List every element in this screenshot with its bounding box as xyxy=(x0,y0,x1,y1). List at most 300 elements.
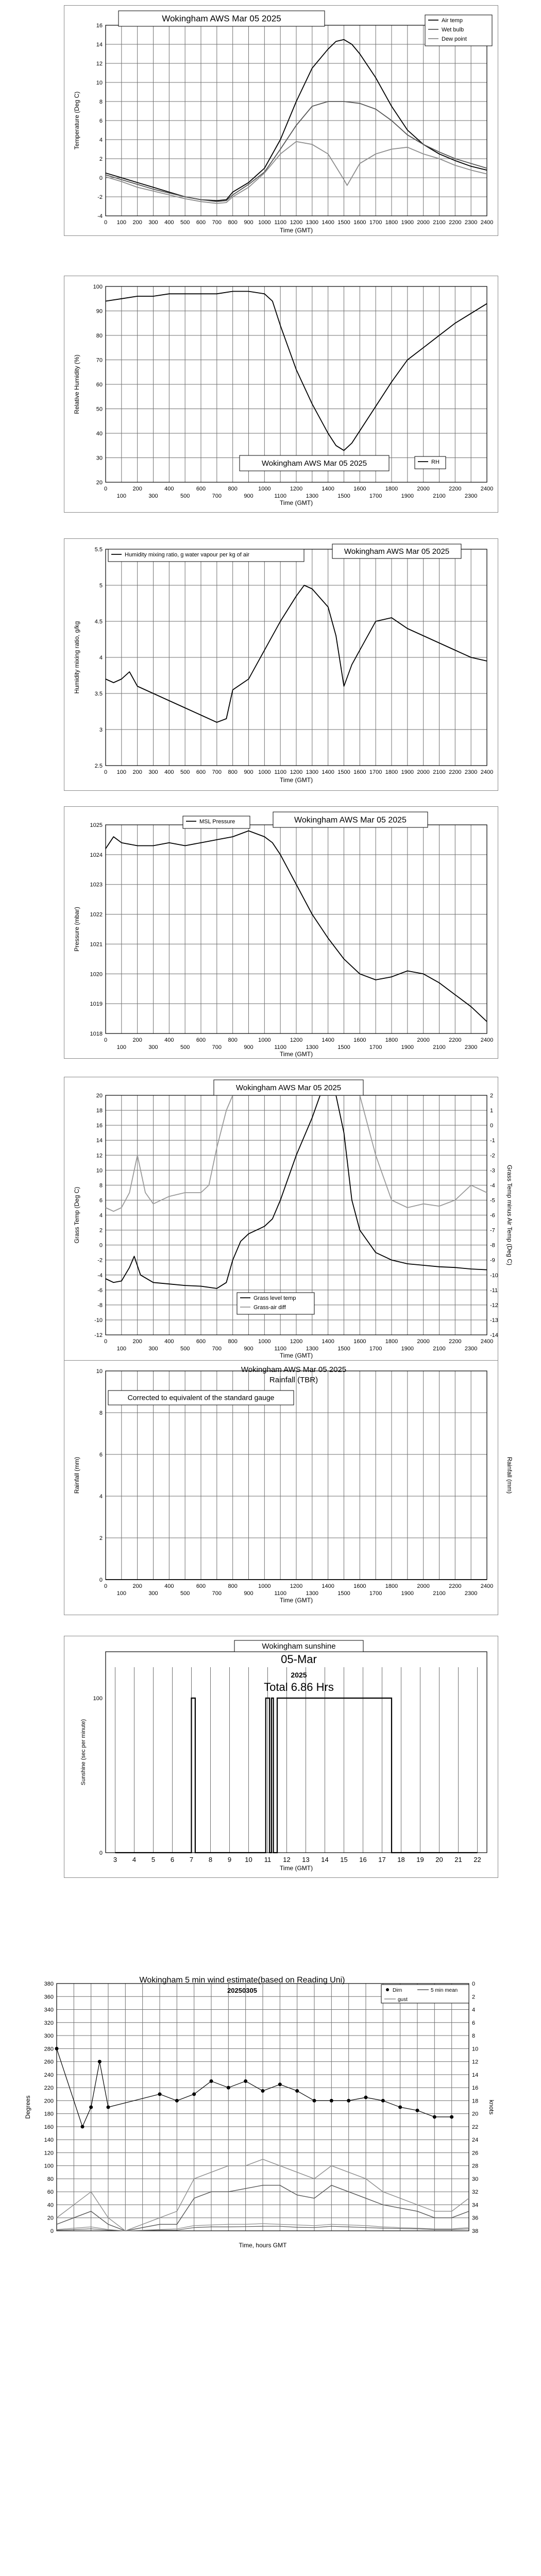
wind-direction-point xyxy=(175,2099,179,2103)
y-tick-label: 10 xyxy=(96,1368,103,1375)
chart-title: Wokingham AWS Mar 05 2025 xyxy=(241,1365,347,1374)
x-tick-label: 2400 xyxy=(480,769,494,775)
y-axis-label: Sunshine (sec per minute) xyxy=(80,1719,87,1786)
x-tick-label: 2400 xyxy=(480,1583,494,1589)
x-tick-label-offset: 1100 xyxy=(274,1346,286,1352)
x-tick-label: 400 xyxy=(164,1338,174,1345)
wind-direction-point xyxy=(244,2079,247,2083)
x-tick-label: 20 xyxy=(435,1856,443,1863)
x-tick-label: 4 xyxy=(132,1856,137,1863)
y-tick-label: 40 xyxy=(47,2202,54,2209)
x-tick-label: 1800 xyxy=(385,219,398,226)
x-tick-label: 1100 xyxy=(274,769,286,775)
y-tick-label: -6 xyxy=(97,1287,103,1294)
y-right-tick-label: 14 xyxy=(472,2072,479,2078)
y-tick-label: 5 xyxy=(99,583,103,589)
x-tick-label-offset: 1300 xyxy=(306,1044,319,1050)
x-tick-label-offset: 700 xyxy=(212,1044,222,1050)
x-axis-label: Time (GMT) xyxy=(279,776,313,784)
legend-label: Wet bulb xyxy=(442,27,464,33)
x-axis-label: Time (GMT) xyxy=(279,227,313,234)
wind-direction-point xyxy=(89,2106,93,2109)
x-tick-label: 2200 xyxy=(449,219,462,226)
x-tick-label-offset: 1300 xyxy=(306,493,319,499)
x-tick-label: 6 xyxy=(170,1856,175,1863)
x-tick-label: 1800 xyxy=(385,486,398,492)
x-tick-label-offset: 500 xyxy=(180,1044,190,1050)
x-tick-label: 1900 xyxy=(401,219,414,226)
x-tick-label: 1800 xyxy=(385,769,398,775)
x-tick-label: 1400 xyxy=(322,1338,334,1345)
y-right-tick-label: 28 xyxy=(472,2163,479,2170)
y-tick-label: -4 xyxy=(97,1272,103,1279)
x-tick-label: 600 xyxy=(196,486,206,492)
x-tick-label: 2000 xyxy=(417,1338,430,1345)
x-tick-label: 5 xyxy=(151,1856,156,1863)
gridlines xyxy=(106,25,487,216)
x-tick-label: 2400 xyxy=(480,1338,494,1345)
y-tick-label: 20 xyxy=(96,1093,103,1099)
y-tick-label: 280 xyxy=(44,2046,54,2053)
y-right-axis-label: Rainfall (mm) xyxy=(506,1456,513,1494)
y-right-tick-label: 0 xyxy=(490,1123,494,1129)
x-tick-label: 300 xyxy=(148,769,158,775)
y-tick-label: 60 xyxy=(47,2189,54,2196)
x-tick-label-offset: 900 xyxy=(244,1044,253,1050)
chart-title: Wokingham AWS Mar 05 2025 xyxy=(261,459,367,468)
chart-panel-wind xyxy=(21,1937,514,2277)
x-tick-label: 1600 xyxy=(353,1338,366,1345)
sunshine-chart xyxy=(64,1636,499,1878)
y-tick-label: -2 xyxy=(97,194,103,200)
y-axis-label: Degrees xyxy=(24,2095,31,2119)
wind-direction-point xyxy=(381,2099,385,2103)
wind-direction-point xyxy=(295,2089,299,2093)
x-tick-label: 12 xyxy=(283,1856,291,1863)
x-axis-label: Time (GMT) xyxy=(279,1865,313,1872)
x-tick-label: 1600 xyxy=(353,1037,366,1043)
x-tick-label-offset: 100 xyxy=(116,1044,127,1050)
y-tick-label: 320 xyxy=(44,2020,54,2026)
chart-date: 05-Mar xyxy=(281,1653,317,1666)
chart-panel-temperature xyxy=(64,5,498,236)
y-tick-label: 1018 xyxy=(90,1031,103,1037)
x-tick-label: 7 xyxy=(189,1856,194,1863)
x-tick-label-offset: 300 xyxy=(148,1044,158,1050)
mixing-ratio-chart xyxy=(64,539,499,791)
legend-label: Dew point xyxy=(442,36,467,42)
x-tick-label: 2200 xyxy=(449,1037,462,1043)
x-tick-label-offset: 1900 xyxy=(401,493,414,499)
x-tick-label-offset: 1100 xyxy=(274,1044,286,1050)
x-tick-label: 2300 xyxy=(464,769,478,775)
x-tick-label: 400 xyxy=(164,1583,174,1589)
wind-direction-point xyxy=(347,2099,350,2103)
x-tick-label: 1500 xyxy=(337,769,350,775)
legend-label: Air temp xyxy=(442,18,463,24)
y-tick-label: 5.5 xyxy=(94,547,103,553)
x-tick-label: 2200 xyxy=(449,769,462,775)
y-right-tick-label: -6 xyxy=(490,1212,495,1219)
x-tick-label: 1800 xyxy=(385,1338,398,1345)
y-right-tick-label: 22 xyxy=(472,2124,479,2130)
y-tick-label: 80 xyxy=(47,2176,54,2182)
x-tick-label: 1000 xyxy=(258,219,271,226)
x-tick-label: 2000 xyxy=(417,486,430,492)
x-tick-label-offset: 2300 xyxy=(464,1044,478,1050)
x-tick-label: 1400 xyxy=(322,486,334,492)
y-tick-label: 50 xyxy=(96,406,103,413)
y-tick-label: 10 xyxy=(96,80,103,86)
grass-temp-chart xyxy=(64,1077,513,1376)
x-tick-label: 1000 xyxy=(258,486,271,492)
y-tick-label: 12 xyxy=(96,1153,103,1159)
x-tick-label: 0 xyxy=(104,486,108,492)
x-tick-label: 2300 xyxy=(464,219,478,226)
y-tick-label: 160 xyxy=(44,2124,54,2130)
x-tick-label: 2400 xyxy=(480,1037,494,1043)
y-right-tick-label: 1 xyxy=(490,1108,494,1114)
x-tick-label: 1400 xyxy=(322,1037,334,1043)
x-tick-label-offset: 1100 xyxy=(274,1590,286,1597)
x-tick-label-offset: 1900 xyxy=(401,1590,414,1597)
x-tick-label: 13 xyxy=(302,1856,310,1863)
x-tick-label-offset: 100 xyxy=(116,1346,127,1352)
x-tick-label: 300 xyxy=(148,219,158,226)
y-axis-label: Pressure (mbar) xyxy=(73,907,80,952)
x-tick-label-offset: 2100 xyxy=(433,1044,446,1050)
pressure-chart xyxy=(64,807,499,1059)
x-tick-label: 1400 xyxy=(322,219,334,226)
x-tick-label: 1200 xyxy=(290,1583,303,1589)
x-tick-label: 0 xyxy=(104,1037,108,1043)
x-tick-label: 16 xyxy=(359,1856,367,1863)
legend-box xyxy=(415,456,446,469)
wind-direction-point xyxy=(261,2089,265,2093)
wind-direction-point xyxy=(107,2106,110,2109)
y-tick-label: 300 xyxy=(44,2033,54,2040)
y-tick-label: 4.5 xyxy=(94,619,103,625)
x-tick-label-offset: 100 xyxy=(116,493,127,499)
gridlines xyxy=(106,286,487,482)
x-tick-label: 2400 xyxy=(480,219,494,226)
y-tick-label: 120 xyxy=(44,2150,54,2157)
y-right-tick-label: 24 xyxy=(472,2137,479,2144)
y-tick-label: 1025 xyxy=(90,822,103,828)
x-tick-label: 2200 xyxy=(449,1583,462,1589)
y-right-tick-label: 36 xyxy=(472,2215,479,2222)
x-tick-label-offset: 1500 xyxy=(337,1346,350,1352)
y-tick-label: 240 xyxy=(44,2072,54,2078)
chart-annotation: Corrected to equivalent of the standard gauge xyxy=(127,1393,275,1402)
x-tick-label: 19 xyxy=(416,1856,424,1863)
x-tick-label: 9 xyxy=(227,1856,232,1863)
x-tick-label: 600 xyxy=(196,769,206,775)
x-tick-label: 200 xyxy=(132,219,142,226)
y-right-tick-label: -13 xyxy=(490,1317,498,1324)
x-tick-label-offset: 500 xyxy=(180,1346,190,1352)
x-tick-label: 700 xyxy=(212,219,222,226)
y-tick-label: 18 xyxy=(96,1108,103,1114)
x-tick-label: 1300 xyxy=(306,769,319,775)
x-tick-label-offset: 1900 xyxy=(401,1044,414,1050)
y-tick-label: 40 xyxy=(96,431,103,437)
y-tick-label: -2 xyxy=(97,1257,103,1264)
x-tick-label: 1700 xyxy=(369,219,382,226)
x-tick-label: 17 xyxy=(378,1856,386,1863)
x-tick-label-offset: 300 xyxy=(148,493,158,499)
x-tick-label-offset: 700 xyxy=(212,1590,222,1597)
x-tick-label: 2100 xyxy=(433,769,446,775)
legend-label: RH xyxy=(431,459,439,465)
x-tick-label: 400 xyxy=(164,219,174,226)
y-right-axis-label: Grass Temp minus Air Temp (Deg C) xyxy=(506,1165,513,1265)
x-tick-label: 900 xyxy=(244,769,253,775)
y-tick-label: 3 xyxy=(99,727,103,733)
y-right-tick-label: 2 xyxy=(472,1994,476,2001)
y-tick-label: 220 xyxy=(44,2085,54,2092)
x-tick-label: 1900 xyxy=(401,769,414,775)
x-tick-label: 21 xyxy=(454,1856,462,1863)
gridlines xyxy=(115,1667,478,1853)
x-tick-label-offset: 500 xyxy=(180,1590,190,1597)
y-tick-label: -10 xyxy=(94,1317,103,1324)
x-tick-label: 600 xyxy=(196,1583,206,1589)
x-tick-label: 2000 xyxy=(417,1583,430,1589)
y-tick-label: 100 xyxy=(44,2163,54,2170)
y-right-tick-label: 38 xyxy=(472,2228,479,2234)
x-tick-label-offset: 2300 xyxy=(464,1346,478,1352)
y-tick-label: 1022 xyxy=(90,911,103,918)
x-tick-label-offset: 700 xyxy=(212,493,222,499)
wind-direction-point xyxy=(192,2092,196,2096)
y-right-tick-label: 26 xyxy=(472,2150,479,2157)
wind-chart xyxy=(21,1937,514,2277)
x-tick-label-offset: 1100 xyxy=(274,493,286,499)
x-tick-label: 200 xyxy=(132,1037,142,1043)
x-tick-label-offset: 2100 xyxy=(433,1590,446,1597)
x-tick-label: 800 xyxy=(228,1583,238,1589)
rainfall-chart xyxy=(64,1361,513,1616)
y-right-tick-label: 32 xyxy=(472,2189,479,2196)
y-right-tick-label: 10 xyxy=(472,2046,479,2053)
x-tick-label: 600 xyxy=(196,1037,206,1043)
x-tick-label: 10 xyxy=(245,1856,252,1863)
y-tick-label: -8 xyxy=(97,1302,103,1309)
y-tick-label: 14 xyxy=(96,1138,103,1144)
y-tick-label: 90 xyxy=(96,308,103,315)
x-tick-label: 1100 xyxy=(274,219,286,226)
y-tick-label: 8 xyxy=(99,1182,103,1189)
x-tick-label: 14 xyxy=(321,1856,329,1863)
wind-direction-point xyxy=(98,2060,102,2063)
x-tick-label: 2100 xyxy=(433,219,446,226)
x-tick-label: 1700 xyxy=(369,769,382,775)
wind-direction-point xyxy=(55,2047,59,2050)
x-tick-label: 1200 xyxy=(290,219,303,226)
y-tick-label: 340 xyxy=(44,2007,54,2013)
x-tick-label: 2000 xyxy=(417,769,430,775)
x-tick-label: 11 xyxy=(264,1856,272,1863)
y-right-tick-label: 0 xyxy=(472,1981,476,1987)
y-axis-label: Temperature (Deg C) xyxy=(73,91,80,150)
x-tick-label: 200 xyxy=(132,1338,142,1345)
x-tick-label-offset: 1700 xyxy=(369,493,382,499)
y-right-tick-label: -2 xyxy=(490,1153,495,1159)
y-tick-label: 100 xyxy=(93,1696,103,1702)
x-tick-label-offset: 300 xyxy=(148,1590,158,1597)
y-right-tick-label: 8 xyxy=(472,2033,476,2040)
x-axis-label: Time (GMT) xyxy=(279,1050,313,1058)
x-tick-label-offset: 100 xyxy=(116,1590,127,1597)
y-tick-label: 8 xyxy=(99,1410,103,1416)
y-tick-label: 2 xyxy=(99,1535,103,1541)
y-right-axis-label: knots xyxy=(488,2099,495,2115)
y-tick-label: 14 xyxy=(96,42,103,48)
y-axis-label: Grass Temp (Deg C) xyxy=(73,1187,80,1244)
y-right-tick-label: -11 xyxy=(490,1287,498,1294)
x-tick-label: 1500 xyxy=(337,219,350,226)
y-right-tick-label: 2 xyxy=(490,1093,494,1099)
x-tick-label: 100 xyxy=(116,769,127,775)
y-axis-label: Rainfall (mm) xyxy=(73,1456,80,1494)
chart-year: 2025 xyxy=(291,1671,307,1679)
y-tick-label: 30 xyxy=(96,455,103,462)
x-tick-label: 2200 xyxy=(449,486,462,492)
y-right-tick-label: -5 xyxy=(490,1197,495,1204)
y-tick-label: 6 xyxy=(99,1197,103,1204)
chart-total: Total 6.86 Hrs xyxy=(264,1681,334,1693)
series-line-0 xyxy=(115,1698,478,1853)
wind-direction-point xyxy=(210,2079,213,2083)
temperature-chart xyxy=(64,6,499,236)
x-tick-label-offset: 1700 xyxy=(369,1346,382,1352)
y-right-tick-label: 18 xyxy=(472,2098,479,2105)
y-right-tick-label: 34 xyxy=(472,2202,479,2209)
y-right-tick-label: 6 xyxy=(472,2020,476,2026)
x-axis-label: Time, hours GMT xyxy=(239,2242,287,2249)
x-tick-label: 15 xyxy=(340,1856,348,1863)
y-right-tick-label: 30 xyxy=(472,2176,479,2182)
y-tick-label: 260 xyxy=(44,2059,54,2065)
y-tick-label: 360 xyxy=(44,1994,54,2001)
x-tick-label: 700 xyxy=(212,769,222,775)
y-tick-label: 8 xyxy=(99,99,103,105)
x-tick-label: 200 xyxy=(132,486,142,492)
humidity-chart xyxy=(64,276,499,513)
x-tick-label-offset: 1700 xyxy=(369,1044,382,1050)
x-tick-label-offset: 900 xyxy=(244,1590,253,1597)
wind-direction-point xyxy=(227,2086,230,2090)
wind-direction-point xyxy=(330,2099,333,2103)
wind-direction-point xyxy=(313,2099,316,2103)
y-tick-label: 0 xyxy=(99,175,103,181)
y-right-tick-label: -12 xyxy=(490,1302,498,1309)
y-right-tick-label: -14 xyxy=(490,1332,498,1338)
x-tick-label: 600 xyxy=(196,1338,206,1345)
chart-panel-rainfall xyxy=(64,1360,513,1615)
y-tick-label: 70 xyxy=(96,357,103,364)
x-tick-label-offset: 900 xyxy=(244,493,253,499)
y-tick-label: 2 xyxy=(99,156,103,162)
x-tick-label: 400 xyxy=(164,1037,174,1043)
x-tick-label: 0 xyxy=(104,769,108,775)
x-tick-label: 800 xyxy=(228,1338,238,1345)
x-tick-label-offset: 700 xyxy=(212,1346,222,1352)
y-right-tick-label: -7 xyxy=(490,1227,495,1234)
x-tick-label: 1600 xyxy=(353,486,366,492)
y-tick-label: 20 xyxy=(47,2215,54,2222)
x-tick-label-offset: 1300 xyxy=(306,1346,319,1352)
x-tick-label: 1000 xyxy=(258,1583,271,1589)
wind-direction-point xyxy=(433,2115,436,2119)
y-tick-label: 1023 xyxy=(90,882,103,888)
y-right-tick-label: -4 xyxy=(490,1182,495,1189)
x-tick-label: 2400 xyxy=(480,486,494,492)
x-tick-label-offset: 1300 xyxy=(306,1590,319,1597)
y-tick-label: 180 xyxy=(44,2111,54,2117)
x-tick-label-offset: 900 xyxy=(244,1346,253,1352)
x-tick-label-offset: 1700 xyxy=(369,1590,382,1597)
x-tick-label-offset: 2300 xyxy=(464,493,478,499)
y-axis-label: Relative Humidity (%) xyxy=(73,354,80,414)
chart-title: Wokingham sunshine xyxy=(262,1642,336,1651)
x-tick-label: 0 xyxy=(104,1338,108,1345)
y-tick-label: 20 xyxy=(96,480,103,486)
legend-label: Grass-air diff xyxy=(253,1304,286,1311)
y-tick-label: 80 xyxy=(96,333,103,339)
y-right-tick-label: 20 xyxy=(472,2111,479,2117)
legend xyxy=(381,1985,469,2003)
x-axis-label: Time (GMT) xyxy=(279,1597,313,1604)
x-axis-label: Time (GMT) xyxy=(279,499,313,506)
x-tick-label: 400 xyxy=(164,769,174,775)
x-tick-label: 1600 xyxy=(353,1583,366,1589)
chart-panel-humidity xyxy=(64,276,498,513)
y-tick-label: 16 xyxy=(96,1123,103,1129)
y-axis-label: Humidity mixing ratio, g/kg xyxy=(73,621,80,694)
x-tick-label: 2000 xyxy=(417,219,430,226)
y-tick-label: -4 xyxy=(97,213,103,219)
y-tick-label: 4 xyxy=(99,1494,103,1500)
y-right-tick-label: 4 xyxy=(472,2007,476,2013)
y-tick-label: 0 xyxy=(50,2228,54,2234)
x-tick-label: 1000 xyxy=(258,1338,271,1345)
y-tick-label: 10 xyxy=(96,1167,103,1174)
y-right-tick-label: -3 xyxy=(490,1167,495,1174)
x-tick-label: 1600 xyxy=(353,769,366,775)
wind-direction-point xyxy=(364,2096,368,2099)
y-tick-label: 200 xyxy=(44,2098,54,2105)
y-tick-label: 0 xyxy=(99,1577,103,1583)
y-tick-label: 1021 xyxy=(90,941,103,948)
y-right-tick-label: -1 xyxy=(490,1138,495,1144)
y-right-tick-label: 16 xyxy=(472,2085,479,2092)
y-tick-label: 4 xyxy=(99,1212,103,1219)
legend-label: MSL Pressure xyxy=(199,819,235,825)
x-tick-label: 200 xyxy=(132,769,142,775)
x-tick-label-offset: 1500 xyxy=(337,1044,350,1050)
chart-title: Wokingham AWS Mar 05 2025 xyxy=(294,816,407,825)
x-tick-label: 1300 xyxy=(306,219,319,226)
x-tick-label: 3 xyxy=(113,1856,117,1863)
x-tick-label: 900 xyxy=(244,219,253,226)
x-tick-label-offset: 2100 xyxy=(433,493,446,499)
wind-direction-point xyxy=(158,2092,162,2096)
chart-panel-pressure xyxy=(64,806,498,1059)
chart-title: Wokingham AWS Mar 05 2025 xyxy=(235,1083,342,1092)
x-tick-label: 800 xyxy=(228,1037,238,1043)
